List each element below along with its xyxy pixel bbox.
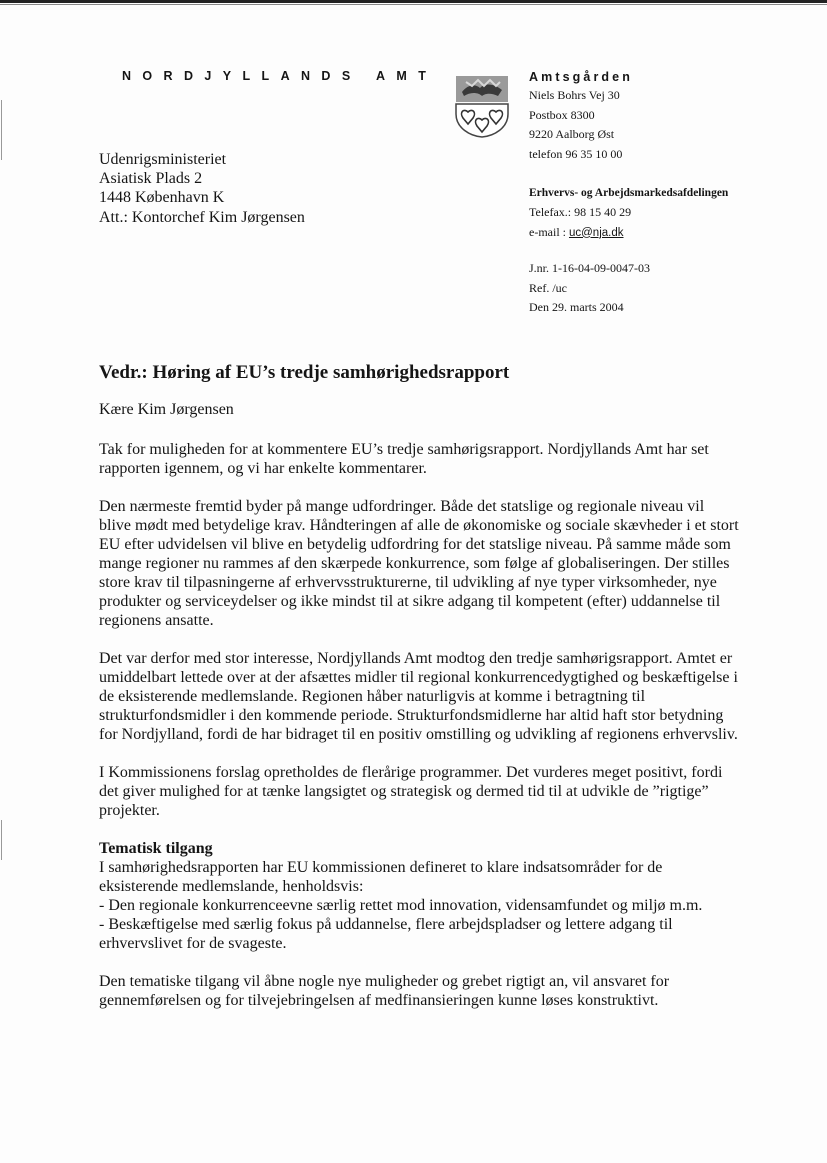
sender-name: Amtsgården [529, 70, 633, 84]
greeting: Kære Kim Jørgensen [99, 401, 234, 418]
scan-edge-mark [1, 820, 2, 860]
recipient-line: Asiatisk Plads 2 [99, 170, 203, 188]
recipient-line: Udenrigsministeriet [99, 151, 227, 168]
body-paragraph: Den nærmeste fremtid byder på mange udfordringer. Både det statslige og regionale niveau vil blive mødt med betydelige krav. Håndteringen af alle de økonomiske og sociale skævheder i et stort EU efter udvidelsen vil blive en betydelig udfordring for det statslige niveau. På samme måde som mange regioner nu rammes af den skærpede konkurrence, som følge af globaliseringen. Der stilles store krav til tilpasningerne af erhvervsstrukturerne, til udvikling af nye typer virksomheder, nye produkter og serviceydelser og ikke mindst til at sikre adgang til kompetent (efter) uddannelse til regionens ansatte. [99, 498, 739, 629]
body-paragraph: I Kommissionens forslag opretholdes de flerårige programmer. Det vurderes meget positivt, fordi det giver mulighed for at tænke langsigtet og strategisk og dermed tid til at udvikle de ”rigtige” projekter. [99, 764, 723, 819]
organization-name: NORDJYLLANDS AMT [122, 69, 438, 83]
section-list-item: - Beskæftigelse med særlig fokus på uddannelse, flere arbejdspladser og lettere adgang til erhvervslivet for de svageste. [99, 916, 673, 952]
fax-line: Telefax.: 98 15 40 29 [529, 205, 632, 220]
department-name: Erhvervs- og Arbejdsmarkedsafdelingen [529, 187, 729, 199]
scan-top-border [0, 0, 827, 3]
recipient-line: 1448 København K [99, 189, 225, 207]
reference-block [529, 259, 650, 318]
address-line: Niels Bohrs Vej 30 [529, 88, 620, 102]
body-paragraph: Det var derfor med stor interesse, Nordjyllands Amt modtog den tredje samhørigsrapport. Amtet er umiddelbart lettede over at der afsættes midler til regional konkurrencedygtighed og beskæftigelse i de eksisterende medlemslande. Regionen håber naturligvis at komme i betragtning til strukturfondsmidler i den kommende periode. Strukturfondsmidlerne har altid haft stor betydning for Nordjylland, fordi de har bidraget til en positiv omstilling og udvikling af regionens erhvervsliv. [99, 650, 738, 743]
address-line: Postbox 8300 [529, 107, 595, 122]
coat-of-arms-icon [454, 74, 510, 138]
letter-subject: Vedr.: Høring af EU’s tredje samhørighedsrapport [99, 362, 510, 383]
sender-address-block [529, 69, 633, 164]
body-paragraph: Den tematiske tilgang vil åbne nogle nye muligheder og grebet rigtigt an, vil ansvaret for gennemførelsen og for tilvejebringelsen af medfinansieringen kunne løses konstruktivt. [99, 973, 670, 1009]
body-paragraph: Tak for muligheden for at kommentere EU’s tredje samhørigsrapport. Nordjyllands Amt har set rapporten igennem, og vi har enkelte kommentarer. [99, 441, 709, 477]
email-line [529, 223, 728, 243]
letter-date: Den 29. marts 2004 [529, 300, 624, 315]
section-list-item: - Den regionale konkurrenceevne særlig rettet mod innovation, vidensamfundet og miljø m.m. [99, 897, 703, 914]
department-block [529, 184, 728, 243]
recipient-address [99, 150, 305, 227]
section-intro: I samhørighedsrapporten har EU kommissionen defineret to klare indsatsområder for de eksisterende medlemslande, henholdsvis: [99, 859, 663, 895]
scan-top-border-thin [0, 4, 827, 5]
journal-number: J.nr. 1-16-04-09-0047-03 [529, 261, 650, 275]
reference: Ref. /uc [529, 280, 567, 295]
email-label: e-mail : [529, 224, 566, 239]
email-link[interactable]: uc@nja.dk [568, 226, 624, 239]
section-thematic [99, 839, 739, 953]
scan-edge-mark [1, 100, 2, 160]
recipient-line: Att.: Kontorchef Kim Jørgensen [99, 208, 305, 226]
letter-body [99, 440, 739, 1029]
section-heading: Tematisk tilgang [99, 840, 213, 857]
phone-line: telefon 96 35 10 00 [529, 146, 623, 161]
address-line: 9220 Aalborg Øst [529, 127, 615, 142]
